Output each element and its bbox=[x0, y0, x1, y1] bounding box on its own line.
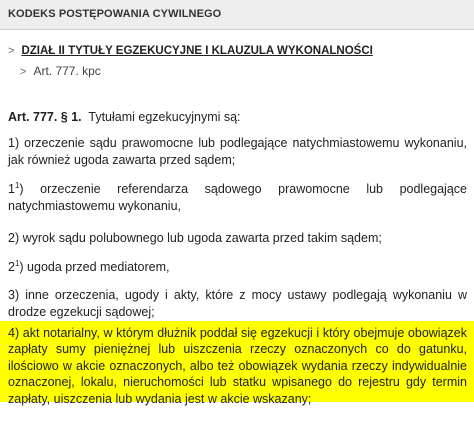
breadcrumb-section-link[interactable]: DZIAŁ II TYTUŁY EGZEKUCYJNE I KLAUZULA WYKONALNOŚCI bbox=[21, 45, 373, 57]
article-item-highlighted: 4) akt notarialny, w którym dłużnik poddał się egzekucji i który obejmuje obowiązek zapłaty sumy pieniężnej lub uiszczenia rzeczy oznaczonych co do gatunku, ilościowo w akcie oznaczonych, albo też obowiązek wydania rzeczy indywidualnie oznaczonej, lokalu, nieruchomości lub statku wpisanego do rejestru gdy termin zapłaty, uiszczenia lub wydania jest w akcie wskazany; bbox=[8, 326, 467, 406]
chevron-right-icon: > bbox=[8, 45, 15, 57]
article-heading bbox=[8, 110, 241, 124]
breadcrumb-article-link[interactable]: Art. 777. kpc bbox=[33, 64, 101, 78]
article-item: $2^1$) ugoda przed mediatorem, bbox=[8, 258, 170, 274]
article-item: 2) wyrok sądu polubownego lub ugoda zawarta przed takim sądem; bbox=[8, 231, 382, 245]
article-number: Art. 777. § 1. bbox=[8, 110, 82, 124]
article-item: $1^1$) orzeczenie referendarza sądowego prawomocne lub podlegające natychmiastowemu wykonaniu, bbox=[8, 180, 467, 213]
breadcrumb-article[interactable] bbox=[20, 64, 101, 80]
breadcrumb-section[interactable] bbox=[8, 43, 373, 59]
page-header bbox=[0, 0, 474, 30]
article-item: 3) inne orzeczenia, ugody i akty, które z mocy ustawy podlegają wykonaniu w drodze egzekucji sądowej; bbox=[8, 288, 467, 319]
header-title: KODEKS POSTĘPOWANIA CYWILNEGO bbox=[8, 8, 222, 20]
article-intro: Tytułami egzekucyjnymi są: bbox=[88, 110, 241, 124]
article-item: 1) orzeczenie sądu prawomocne lub podlegające natychmiastowemu wykonaniu, jak również ugoda zawarta przed sądem; bbox=[8, 136, 467, 167]
chevron-right-icon: > bbox=[20, 66, 27, 78]
